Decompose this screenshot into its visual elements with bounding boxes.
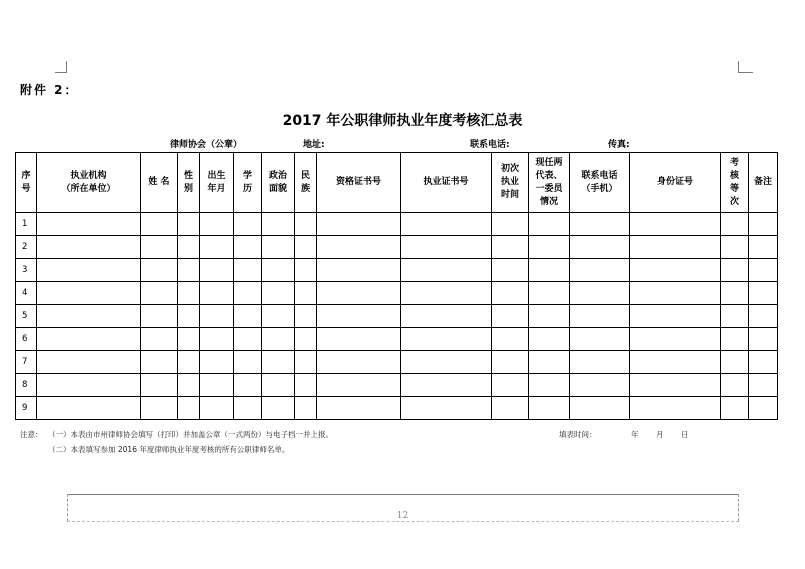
summary-table: [15, 152, 778, 420]
table-cell: [630, 236, 721, 259]
fill-time-month: 月: [656, 430, 664, 439]
column-header: [178, 153, 200, 213]
table-cell: [262, 351, 295, 374]
table-cell: [721, 328, 749, 351]
column-header-line: 执业证书号: [423, 177, 469, 187]
table-cell: [200, 374, 234, 397]
fax-label: 传真:: [608, 140, 630, 150]
table-cell: [37, 213, 141, 236]
table-cell: [492, 259, 529, 282]
table-cell: [178, 305, 200, 328]
table-cell: [630, 374, 721, 397]
table-cell: [295, 236, 317, 259]
table-cell: [37, 374, 141, 397]
column-header: [37, 153, 141, 213]
table-cell: [141, 213, 178, 236]
row-number: 9: [16, 397, 37, 420]
table-cell: [37, 351, 141, 374]
table-cell: [234, 259, 262, 282]
column-header-line: 次: [729, 196, 739, 207]
footer-rule: [67, 494, 739, 495]
table-cell: [37, 236, 141, 259]
table-cell: [295, 213, 317, 236]
column-header-line: 情况: [539, 196, 558, 207]
table-cell: [262, 236, 295, 259]
column-header-line: 一委员: [535, 183, 563, 194]
table-cell: [630, 213, 721, 236]
table-cell: [721, 374, 749, 397]
table-cell: [630, 397, 721, 420]
table-cell: [178, 282, 200, 305]
table-cell: [630, 282, 721, 305]
table-cell: [721, 236, 749, 259]
column-header-line: 序: [21, 170, 31, 181]
column-header-line: 初次: [500, 164, 519, 174]
table-cell: [630, 328, 721, 351]
column-header-line: 别: [183, 183, 193, 194]
table-row: [16, 328, 778, 351]
table-cell: [234, 305, 262, 328]
column-header-line: 备注: [753, 177, 772, 187]
table-cell: [178, 328, 200, 351]
table-cell: [295, 259, 317, 282]
table-cell: [492, 213, 529, 236]
table-cell: [749, 397, 778, 420]
table-cell: [200, 305, 234, 328]
table-cell: [262, 213, 295, 236]
table-row: [16, 213, 778, 236]
table-row: [16, 236, 778, 259]
row-number: 3: [16, 259, 37, 282]
table-cell: [401, 236, 492, 259]
row-number: 7: [16, 351, 37, 374]
table-cell: [317, 213, 401, 236]
table-cell: [570, 397, 630, 420]
column-header: [749, 153, 778, 213]
table-cell: [317, 305, 401, 328]
table-cell: [492, 397, 529, 420]
table-cell: [721, 305, 749, 328]
table-cell: [721, 351, 749, 374]
column-header-line: 核: [729, 170, 739, 181]
table-cell: [262, 259, 295, 282]
table-cell: [401, 259, 492, 282]
table-cell: [317, 236, 401, 259]
table-cell: [721, 397, 749, 420]
table-cell: [749, 305, 778, 328]
table-header-row: [16, 153, 778, 213]
page-number: 12: [396, 511, 409, 521]
table-cell: [529, 259, 570, 282]
table-cell: [200, 213, 234, 236]
table-cell: [234, 282, 262, 305]
table-cell: [749, 259, 778, 282]
table-cell: [295, 282, 317, 305]
association-seal-label: 律师协会（公章）: [170, 140, 243, 150]
column-header: [141, 153, 178, 213]
row-number: 8: [16, 374, 37, 397]
document-title: 2017 年公职律师执业年度考核汇总表: [282, 113, 523, 129]
row-number: 5: [16, 305, 37, 328]
column-header: [234, 153, 262, 213]
column-header-line: （所在单位）: [61, 183, 116, 194]
note-line-2: （二）本表填写参加 2016 年度律师执业年度考核的所有公职律师名单。: [48, 445, 290, 454]
column-header-line: 年月: [207, 183, 226, 194]
table-cell: [37, 328, 141, 351]
table-cell: [178, 213, 200, 236]
table-cell: [570, 305, 630, 328]
column-header-line: 代表、: [535, 170, 563, 181]
column-header: [721, 153, 749, 213]
column-header-line: 性: [183, 170, 193, 181]
table-cell: [37, 259, 141, 282]
table-cell: [492, 374, 529, 397]
table-cell: [262, 305, 295, 328]
phone-label: 联系电话:: [470, 140, 510, 150]
table-cell: [141, 328, 178, 351]
table-cell: [262, 328, 295, 351]
note-line-1: （一）本表由市州律师协会填写（打印）并加盖公章（一式两份）与电子档一并上报。: [48, 430, 333, 439]
table-cell: [295, 351, 317, 374]
table-cell: [401, 374, 492, 397]
column-header-line: 政治: [268, 170, 287, 181]
table-cell: [529, 213, 570, 236]
column-header-line: 姓 名: [148, 177, 170, 187]
table-cell: [200, 328, 234, 351]
column-header-line: 民: [300, 170, 310, 181]
column-header: [529, 153, 570, 213]
table-cell: [529, 282, 570, 305]
table-cell: [295, 305, 317, 328]
table-cell: [721, 213, 749, 236]
table-cell: [178, 397, 200, 420]
column-header-line: 出生: [207, 170, 226, 181]
table-cell: [570, 213, 630, 236]
table-cell: [141, 305, 178, 328]
table-cell: [401, 282, 492, 305]
table-cell: [401, 213, 492, 236]
table-cell: [492, 305, 529, 328]
table-row: [16, 397, 778, 420]
table-cell: [200, 282, 234, 305]
table-cell: [234, 351, 262, 374]
table-cell: [234, 397, 262, 420]
column-header-line: 等: [729, 183, 739, 194]
table-cell: [570, 236, 630, 259]
table-cell: [721, 282, 749, 305]
column-header: [401, 153, 492, 213]
table-cell: [749, 213, 778, 236]
row-number: 1: [16, 213, 37, 236]
table-cell: [200, 351, 234, 374]
table-cell: [570, 259, 630, 282]
table-cell: [630, 351, 721, 374]
footer-frame-bottom: [67, 521, 739, 522]
table-cell: [749, 236, 778, 259]
column-header: [295, 153, 317, 213]
column-header-line: 资格证书号: [335, 177, 381, 187]
column-header-line: 时间: [500, 190, 519, 200]
column-header-line: 现任两: [535, 157, 563, 168]
table-cell: [570, 374, 630, 397]
row-number: 2: [16, 236, 37, 259]
column-header-line: 号: [21, 183, 31, 194]
table-cell: [141, 397, 178, 420]
table-cell: [749, 282, 778, 305]
table-row: [16, 374, 778, 397]
column-header-line: 历: [242, 183, 252, 194]
fill-time-label: 填表时间：: [559, 430, 597, 439]
column-header-line: 学: [242, 170, 252, 181]
column-header: [570, 153, 630, 213]
table-cell: [317, 328, 401, 351]
table-cell: [492, 236, 529, 259]
table-cell: [570, 282, 630, 305]
table-cell: [749, 374, 778, 397]
table-cell: [529, 236, 570, 259]
table-cell: [401, 351, 492, 374]
fill-time-day: 日: [681, 430, 689, 439]
table-cell: [295, 397, 317, 420]
table-row: [16, 305, 778, 328]
table-cell: [529, 305, 570, 328]
address-label: 地址:: [303, 140, 325, 150]
table-cell: [749, 328, 778, 351]
attachment-label: 附件 2：: [20, 83, 79, 97]
column-header-line: 身份证号: [656, 177, 693, 187]
table-cell: [262, 397, 295, 420]
table-cell: [141, 351, 178, 374]
table-cell: [317, 351, 401, 374]
row-number: 6: [16, 328, 37, 351]
table-cell: [529, 328, 570, 351]
table-cell: [262, 374, 295, 397]
table-cell: [749, 351, 778, 374]
table-cell: [234, 328, 262, 351]
table-cell: [200, 397, 234, 420]
column-header: [492, 153, 529, 213]
table-cell: [630, 305, 721, 328]
table-body: [16, 213, 778, 420]
table-cell: [317, 282, 401, 305]
table-cell: [178, 259, 200, 282]
table-cell: [178, 236, 200, 259]
table-cell: [178, 374, 200, 397]
table-cell: [401, 328, 492, 351]
table-cell: [721, 259, 749, 282]
table-cell: [200, 259, 234, 282]
column-header-line: 执业机构: [70, 170, 107, 181]
table-cell: [317, 397, 401, 420]
column-header: [16, 153, 37, 213]
table-cell: [401, 305, 492, 328]
table-cell: [234, 374, 262, 397]
table-cell: [401, 397, 492, 420]
column-header-line: （手机）: [581, 183, 618, 194]
column-header-line: 面貌: [268, 183, 287, 194]
table-cell: [295, 328, 317, 351]
table-row: [16, 351, 778, 374]
table-cell: [141, 282, 178, 305]
table-cell: [141, 259, 178, 282]
table-cell: [492, 328, 529, 351]
column-header-line: 联系电话: [581, 170, 618, 181]
table-row: [16, 282, 778, 305]
fill-time-year: 年: [631, 430, 639, 439]
column-header: [262, 153, 295, 213]
table-cell: [317, 259, 401, 282]
table-cell: [37, 305, 141, 328]
table-cell: [37, 397, 141, 420]
table-cell: [141, 236, 178, 259]
table-cell: [295, 374, 317, 397]
row-number: 4: [16, 282, 37, 305]
crop-mark-top-right: [738, 61, 753, 73]
table-cell: [492, 282, 529, 305]
column-header-line: 族: [300, 183, 310, 194]
table-row: [16, 259, 778, 282]
table-cell: [200, 236, 234, 259]
table-cell: [529, 374, 570, 397]
note-label: 注意：: [20, 430, 43, 439]
crop-mark-top-left: [55, 61, 67, 73]
table-cell: [529, 397, 570, 420]
table-cell: [234, 213, 262, 236]
table-cell: [630, 259, 721, 282]
table-cell: [570, 351, 630, 374]
table-cell: [262, 282, 295, 305]
table-cell: [178, 351, 200, 374]
table-cell: [492, 351, 529, 374]
table-cell: [141, 374, 178, 397]
column-header: [317, 153, 401, 213]
table-cell: [37, 282, 141, 305]
table-cell: [570, 328, 630, 351]
table-cell: [529, 351, 570, 374]
column-header-line: 执业: [500, 177, 519, 187]
column-header: [630, 153, 721, 213]
table-cell: [317, 374, 401, 397]
column-header-line: 考: [729, 157, 739, 168]
column-header: [200, 153, 234, 213]
table-cell: [234, 236, 262, 259]
